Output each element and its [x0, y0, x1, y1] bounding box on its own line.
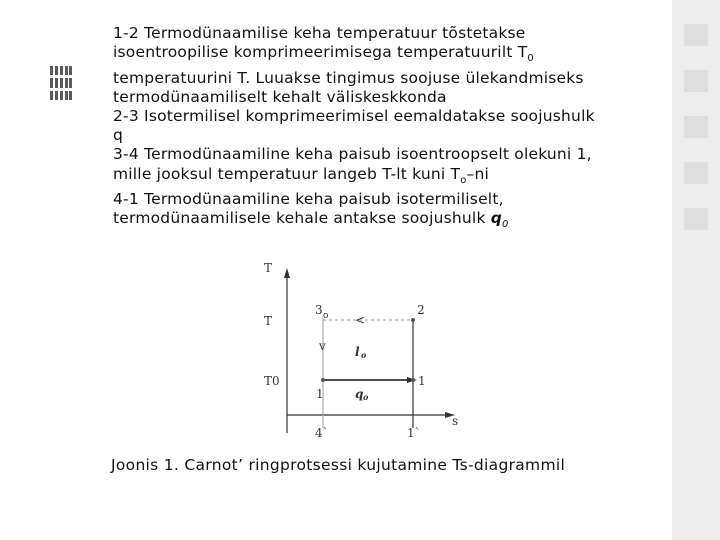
t-level-label: T [264, 314, 273, 328]
text-line: 1-2 Termodünaamilise keha temperatuur tõstetakse [113, 24, 526, 42]
text-line: 3-4 Termodünaamiline keha paisub isoentroopselt olekuni 1, [113, 145, 592, 164]
q0-sub: o [363, 392, 369, 402]
text-line: mille jooksul temperatuur langeb T-lt kuni $T_o-ni$ [113, 164, 490, 186]
point-1p-label: 1` [407, 426, 421, 440]
point-3-sub: o [323, 311, 329, 321]
ts-diagram [255, 258, 475, 448]
arrow-left-icon: < [355, 313, 366, 327]
point-4p-label: 4` [315, 426, 329, 440]
point-3-label: 3 [315, 303, 323, 317]
point-dot [411, 318, 415, 322]
text-line: termodünaamiliselt kehalt väliskeskkonda [113, 87, 447, 106]
point-1-label: 1 [418, 374, 426, 388]
text-line: isoentroopilise komprimeerimisega temperatuurilt $T_0$ [113, 43, 534, 65]
point-1-lower-label: 1 [316, 387, 324, 401]
point-dot [411, 378, 415, 382]
right-decor-band [672, 0, 720, 540]
t-axis-arrow-icon [284, 268, 290, 278]
university-logo [50, 66, 72, 100]
point-2-label: 2 [417, 303, 425, 317]
t0-level-label: T0 [264, 374, 280, 388]
l0-sub: o [361, 350, 367, 360]
text-line: termodünaamilisele kehale antakse soojushulk $q_0$ [113, 209, 509, 231]
figure-caption: Joonis 1. Carnot’ ringprotsessi kujutamine Ts-diagrammil [111, 456, 566, 474]
arrow-down-icon: v [319, 339, 326, 353]
text-line: q [113, 126, 124, 145]
point-dot [321, 378, 325, 382]
text-line: temperatuurini T. Luuakse tingimus soojuse ülekandmiseks [113, 68, 584, 87]
axis-t-label: T [264, 261, 273, 275]
text-line: 2-3 Isotermilisel komprimeerimisel eemaldatakse soojushulk [113, 106, 595, 125]
q0-label: q [355, 387, 364, 401]
l0-label: l [355, 345, 360, 359]
text-line: 4-1 Termodünaamiline keha paisub isotermiliselt, [113, 189, 504, 208]
axis-s-label: s [452, 414, 459, 428]
body-text [113, 24, 673, 234]
